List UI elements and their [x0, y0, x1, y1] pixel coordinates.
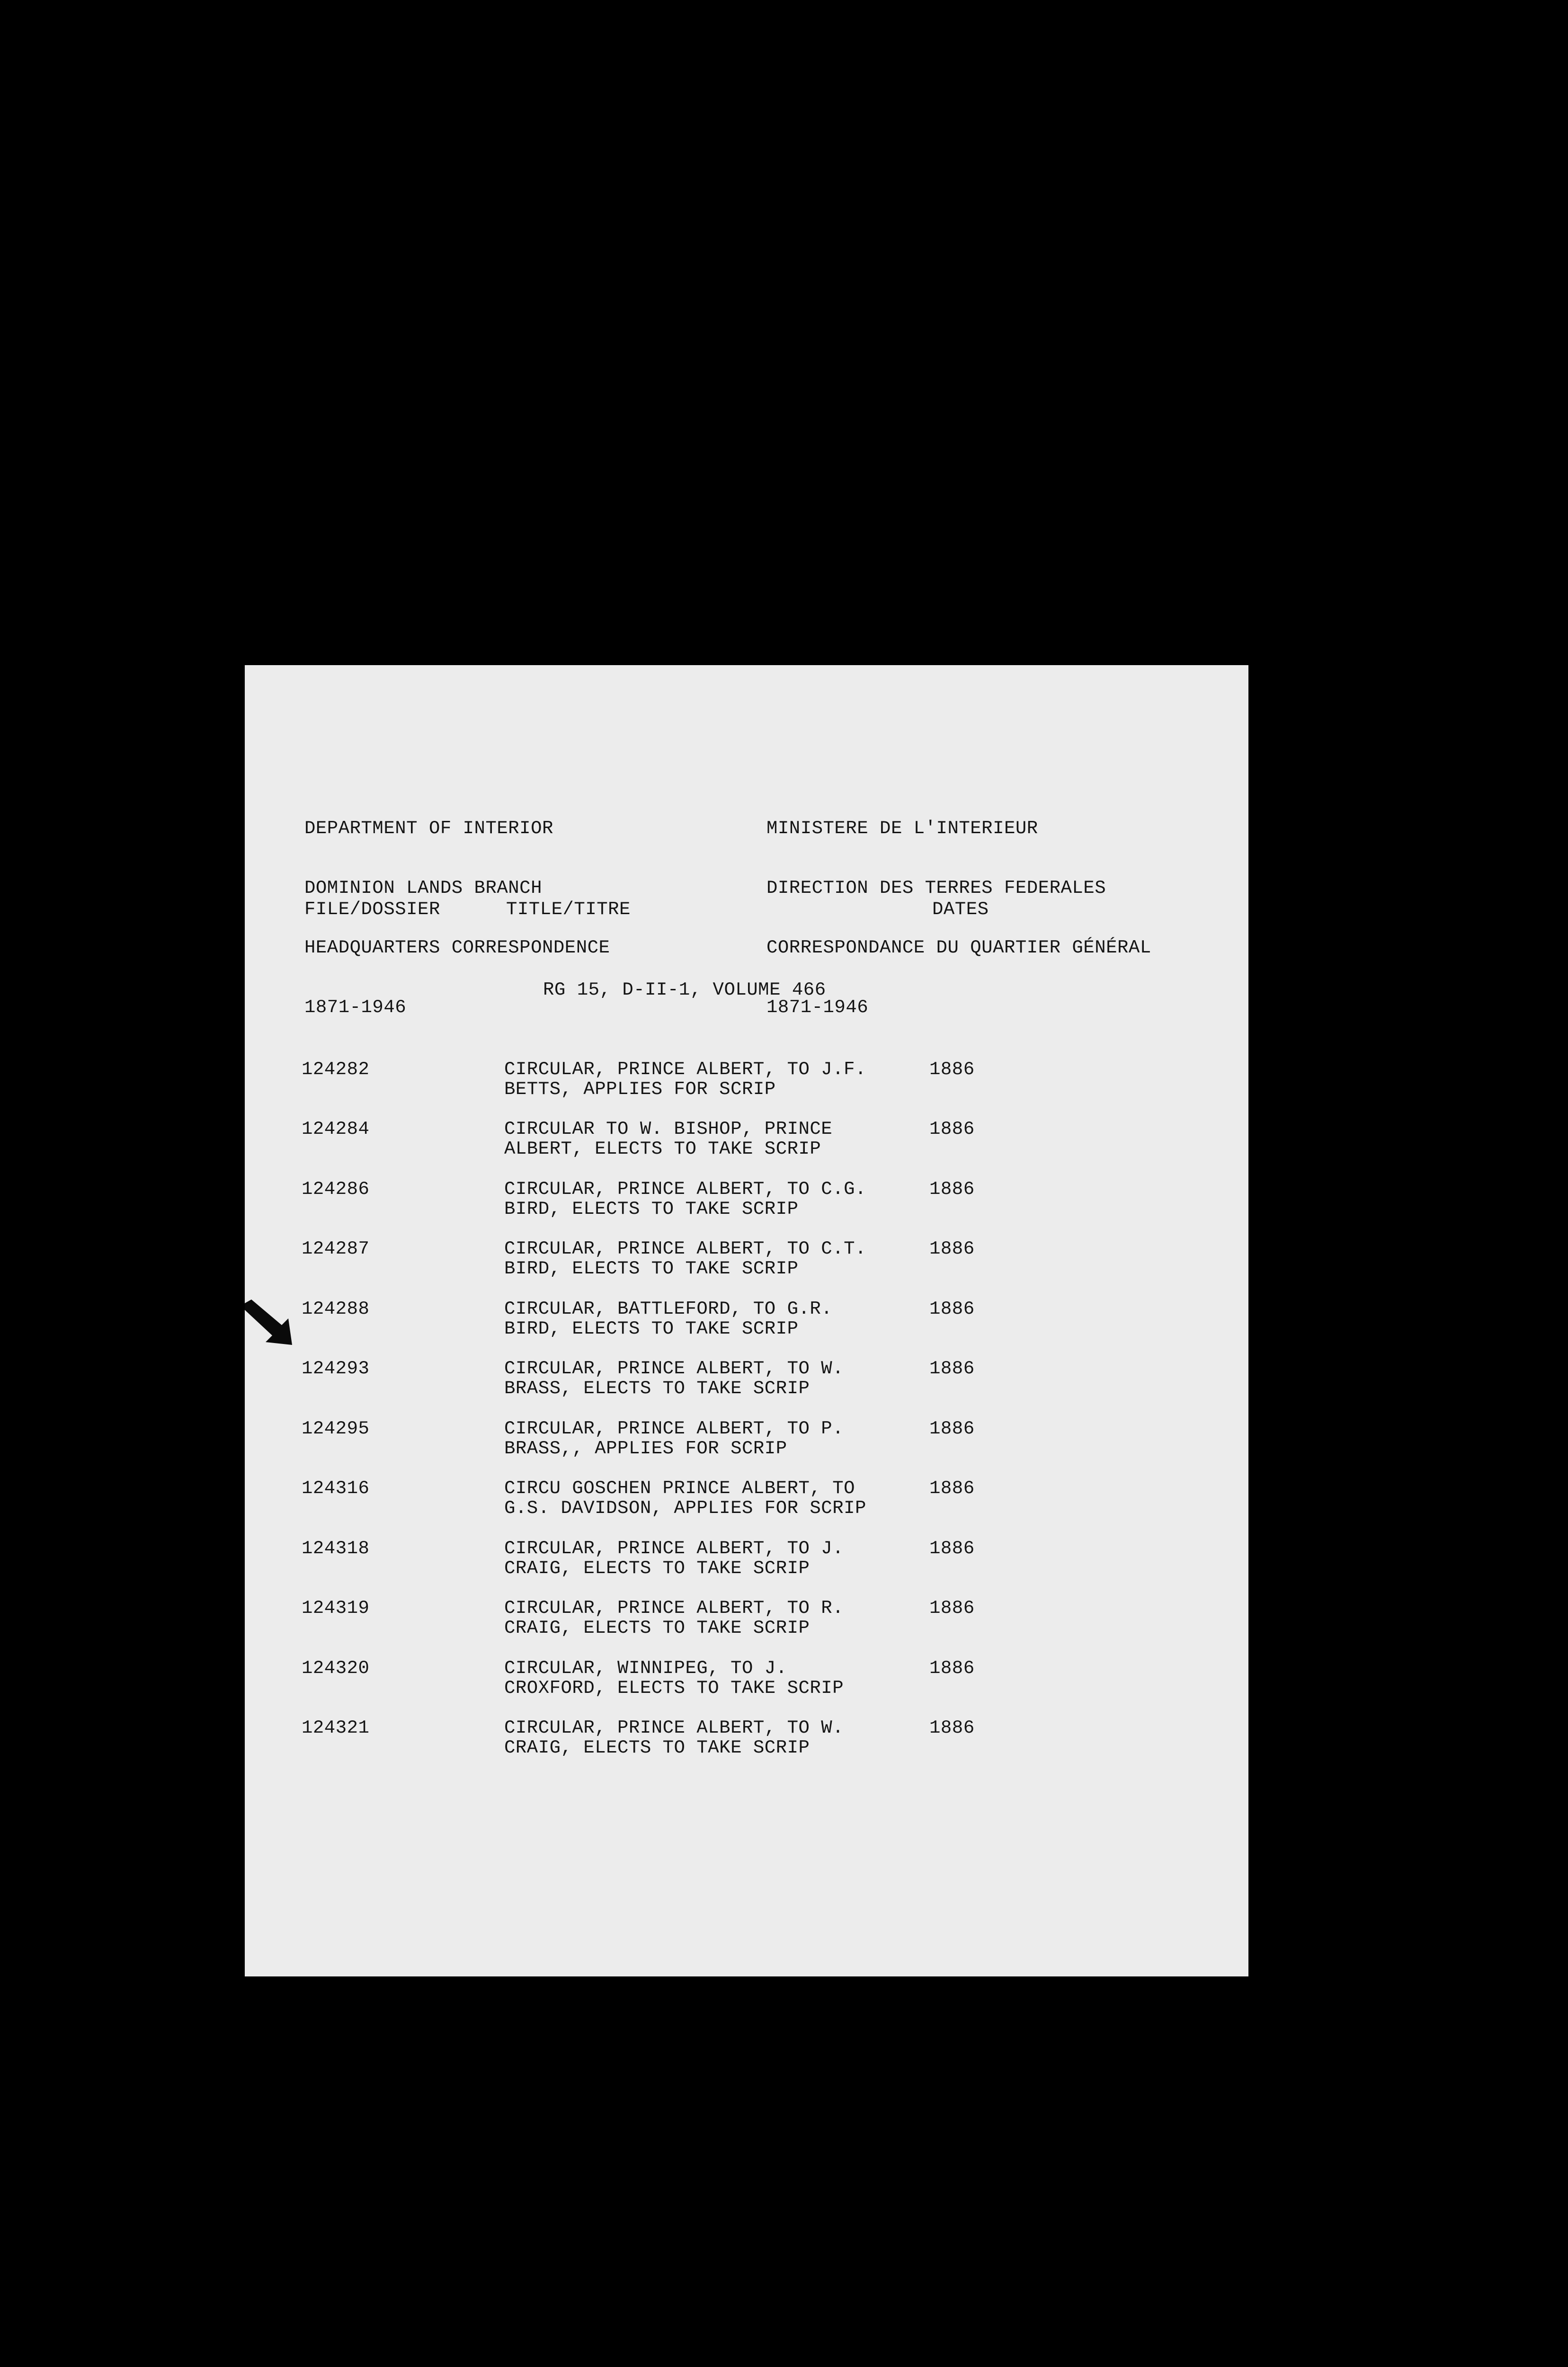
file-date: 1886 [929, 1478, 975, 1499]
title-line: BRASS, ELECTS TO TAKE SCRIP [504, 1378, 810, 1399]
table-row [245, 1239, 1248, 1291]
header-right-line: DIRECTION DES TERRES FEDERALES [766, 878, 1106, 899]
title-line: CIRCULAR, PRINCE ALBERT, TO W. [504, 1358, 844, 1379]
title-line: CRAIG, ELECTS TO TAKE SCRIP [504, 1737, 810, 1758]
file-date: 1886 [929, 1358, 975, 1379]
file-date: 1886 [929, 1299, 975, 1319]
table-row [245, 1059, 1248, 1112]
table-row [245, 1718, 1248, 1770]
file-title [504, 1658, 844, 1698]
title-line: CIRCULAR, PRINCE ALBERT, TO W. [504, 1717, 844, 1738]
file-title [504, 1239, 866, 1279]
file-date: 1886 [929, 1059, 975, 1080]
table-row [245, 1119, 1248, 1171]
table-row [245, 1179, 1248, 1231]
file-number: 124282 [302, 1059, 370, 1080]
file-title [504, 1478, 866, 1518]
file-number: 124318 [302, 1538, 370, 1559]
title-line: CROXFORD, ELECTS TO TAKE SCRIP [504, 1678, 844, 1699]
header-left-line: 1871-1946 [304, 997, 407, 1018]
table-row [245, 1478, 1248, 1531]
file-number: 124295 [302, 1418, 370, 1439]
title-line: BIRD, ELECTS TO TAKE SCRIP [504, 1199, 799, 1219]
title-line: CRAIG, ELECTS TO TAKE SCRIP [504, 1618, 810, 1638]
file-number: 124321 [302, 1717, 370, 1738]
file-title [504, 1119, 832, 1159]
title-line: CIRCULAR, BATTLEFORD, TO G.R. [504, 1299, 833, 1319]
file-number: 124284 [302, 1119, 370, 1139]
header-right-line: MINISTERE DE L'INTERIEUR [766, 818, 1038, 839]
file-title [504, 1359, 844, 1398]
file-title [504, 1539, 844, 1578]
table-row [245, 1539, 1248, 1591]
header-right-line: CORRESPONDANCE DU QUARTIER GÉNÉRAL [766, 937, 1151, 958]
column-header-file: FILE/DOSSIER [304, 899, 440, 920]
title-line: CIRCULAR, PRINCE ALBERT, TO C.G. [504, 1179, 866, 1200]
title-line: CIRCULAR, WINNIPEG, TO J. [504, 1658, 787, 1679]
title-line: BIRD, ELECTS TO TAKE SCRIP [504, 1318, 799, 1339]
table-row [245, 1359, 1248, 1411]
file-date: 1886 [929, 1538, 975, 1559]
title-line: BRASS,, APPLIES FOR SCRIP [504, 1438, 787, 1459]
title-line: CIRCULAR, PRINCE ALBERT, TO C.T. [504, 1238, 866, 1259]
file-date: 1886 [929, 1658, 975, 1679]
file-number: 124293 [302, 1358, 370, 1379]
title-line: BIRD, ELECTS TO TAKE SCRIP [504, 1258, 799, 1279]
file-number: 124319 [302, 1598, 370, 1619]
file-title [504, 1419, 844, 1459]
header-left-line: HEADQUARTERS CORRESPONDENCE [304, 937, 610, 958]
header-left-line: DEPARTMENT OF INTERIOR [304, 818, 553, 839]
file-date: 1886 [929, 1119, 975, 1139]
document-page [245, 665, 1248, 1976]
file-number: 124288 [302, 1299, 370, 1319]
file-date: 1886 [929, 1418, 975, 1439]
column-header-dates: DATES [932, 899, 989, 920]
title-line: CIRCU GOSCHEN PRINCE ALBERT, TO [504, 1478, 855, 1499]
file-date: 1886 [929, 1238, 975, 1259]
title-line: BETTS, APPLIES FOR SCRIP [504, 1079, 776, 1100]
volume-heading: RG 15, D-II-1, VOLUME 466 [543, 979, 826, 1000]
title-line: CIRCULAR, PRINCE ALBERT, TO J.F. [504, 1059, 866, 1080]
file-title [504, 1718, 844, 1758]
file-date: 1886 [929, 1179, 975, 1200]
title-line: CIRCULAR, PRINCE ALBERT, TO J. [504, 1538, 844, 1559]
file-number: 124316 [302, 1478, 370, 1499]
file-title [504, 1179, 866, 1219]
file-date: 1886 [929, 1717, 975, 1738]
title-line: CIRCULAR, PRINCE ALBERT, TO R. [504, 1598, 844, 1619]
file-title [504, 1059, 866, 1099]
title-line: CIRCULAR, PRINCE ALBERT, TO P. [504, 1418, 844, 1439]
title-line: CIRCULAR TO W. BISHOP, PRINCE [504, 1119, 833, 1139]
file-title [504, 1598, 844, 1638]
header-right-line: 1871-1946 [766, 997, 869, 1018]
table-row [245, 1299, 1248, 1351]
file-title [504, 1299, 832, 1339]
file-number: 124320 [302, 1658, 370, 1679]
arrow-pointer-icon [245, 1299, 298, 1352]
column-header-title: TITLE/TITRE [506, 899, 631, 920]
file-number: 124286 [302, 1179, 370, 1200]
file-date: 1886 [929, 1598, 975, 1619]
title-line: CRAIG, ELECTS TO TAKE SCRIP [504, 1558, 810, 1579]
title-line: G.S. DAVIDSON, APPLIES FOR SCRIP [504, 1498, 866, 1519]
table-row [245, 1419, 1248, 1471]
table-row [245, 1598, 1248, 1650]
title-line: ALBERT, ELECTS TO TAKE SCRIP [504, 1139, 821, 1159]
header-left-line: DOMINION LANDS BRANCH [304, 878, 542, 899]
file-number: 124287 [302, 1238, 370, 1259]
table-row [245, 1658, 1248, 1710]
